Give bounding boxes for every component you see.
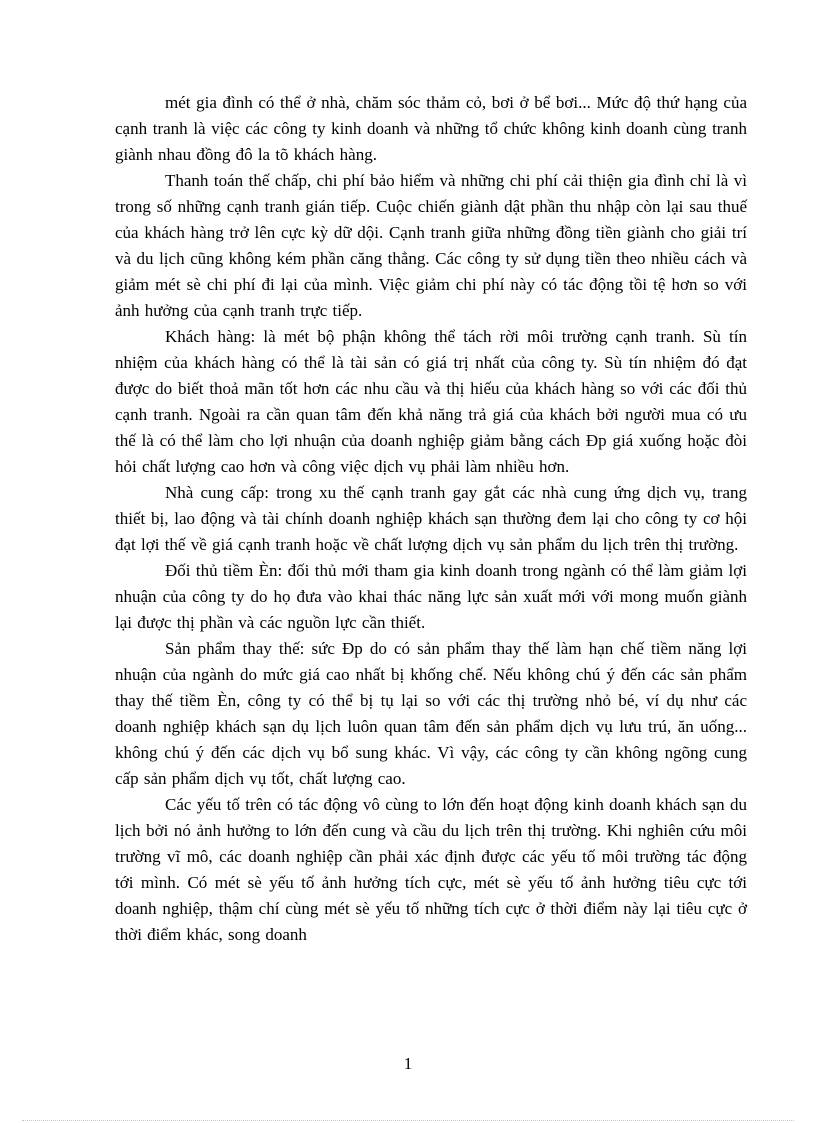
paragraph-summary: Các yếu tố trên có tác động vô cùng to lớn đến hoạt động kinh doanh khách sạn du lịch bởi nó ảnh hưởng to lớn đến cung và cầu du lịch trên thị trường. Khi nghiên cứu môi trường vĩ mô, các doanh nghiệp cần phải xác định được các yếu tố môi trường tác động tới mình. Có mét sè yếu tố ảnh hưởng tích cực, mét sè yếu tố ảnh hưởng tiêu cực tới doanh nghiệp, thậm chí cùng mét sè yếu tố những tích cực ở thời điểm này lại tiêu cực ở thời điểm khác, song doanh [115, 795, 747, 944]
page-bottom-divider [22, 1120, 794, 1121]
paragraph-suppliers: Nhà cung cấp: trong xu thế cạnh tranh gay gắt các nhà cung ứng dịch vụ, trang thiết bị, lao động và tài chính doanh nghiệp khách sạn thường đem lại cho công ty cơ hội đạt lợi thế về giá cạnh tranh hoặc về chất lượng dịch vụ sản phẩm du lịch trên thị trường. [115, 483, 747, 554]
paragraph-customers: Khách hàng: là mét bộ phận không thể tách rời môi trường cạnh tranh. Sù tín nhiệm của khách hàng có thể là tài sản có giá trị nhất của công ty. Sù tín nhiệm đó đạt được do biết thoả mãn tốt hơn các nhu cầu và thị hiếu của khách hàng so với các đối thủ cạnh tranh. Ngoài ra cần quan tâm đến khả năng trả giá của khách bởi người mua có ưu thế là có thể làm cho lợi nhuận của doanh nghiệp giảm bằng cách Đp giá xuống hoặc đòi hỏi chất lượng cao hơn và công việc dịch vụ phải làm nhiều hơn. [115, 327, 747, 476]
paragraph-competition-levels: mét gia đình có thể ở nhà, chăm sóc thảm cỏ, bơi ở bể bơi... Mức độ thứ hạng của cạnh tranh là việc các công ty kinh doanh và những tổ chức không kinh doanh cùng tranh giành nhau đồng đô la tõ khách hàng. [115, 93, 747, 164]
page-number: 1 [403, 1054, 413, 1073]
body-text [115, 90, 747, 948]
paragraph-indirect-competition: Thanh toán thế chấp, chi phí bảo hiểm và những chi phí cải thiện gia đình chỉ là vì trong số những cạnh tranh gián tiếp. Cuộc chiến giành dật phần thu nhập còn lại sau thuế của khách hàng trở lên cực kỳ dữ dội. Cạnh tranh giữa những đồng tiền giành cho giải trí và du lịch cũng không kém phần căng thẳng. Các công ty sử dụng tiền theo nhiều cách và giảm mét sè chi phí đi lại của mình. Việc giảm chi phí này có tác động tồi tệ hơn so với ảnh hưởng của cạnh tranh trực tiếp. [115, 171, 747, 320]
paragraph-potential-competitors: Đối thủ tiềm Èn: đối thủ mới tham gia kinh doanh trong ngành có thể làm giảm lợi nhuận của công ty do họ đưa vào khai thác năng lực sản xuất mới với mong muốn giành lại được thị phần và các nguồn lực cần thiết. [115, 561, 747, 632]
paragraph-substitute-products: Sản phẩm thay thế: sức Đp do có sản phẩm thay thế làm hạn chế tiềm năng lợi nhuận của ngành do mức giá cao nhất bị khống chế. Nếu không chú ý đến các sản phẩm thay thế tiềm Èn, công ty có thể bị tụ lại so với các thị trường nhỏ bé, ví dụ như các doanh nghiệp khách sạn dụ lịch luôn quan tâm đến sản phẩm dịch vụ lưu trú, ăn uống... không chú ý đến các dịch vụ bổ sung khác. Vì vậy, các công ty cần không ngõng cung cấp sản phẩm dịch vụ tốt, chất lượng cao. [115, 639, 747, 788]
